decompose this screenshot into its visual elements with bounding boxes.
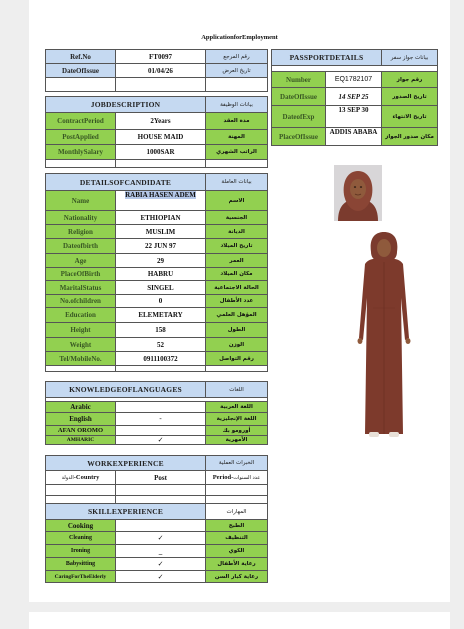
babysitting-label-ar: رعاية الأطفال	[206, 558, 268, 571]
post-col-header: Post	[116, 471, 206, 485]
period-col-ar: عدد السنوات	[233, 475, 261, 481]
age-value: 29	[116, 254, 206, 268]
skills-table	[45, 503, 268, 583]
cleaning-value: ✓	[116, 532, 206, 545]
date-of-birth-label: Dateofbirth	[46, 239, 116, 254]
religion-label-ar: الديانة	[206, 225, 268, 239]
weight-label-ar: الوزن	[206, 338, 268, 352]
post-applied-value: HOUSE MAID	[116, 130, 206, 145]
weight-label: Weight	[46, 338, 116, 352]
passport-number-label: Number	[272, 72, 326, 88]
candidate-section-header: DETAILSOFCANDIDATE	[46, 174, 206, 191]
english-label: English	[46, 413, 116, 426]
marital-status-label: MaritalStatus	[46, 281, 116, 295]
amharic-value: ✓	[116, 436, 206, 445]
cooking-value	[116, 520, 206, 532]
english-value: -	[116, 413, 206, 426]
passport-issue-date-label-ar: تاريخ الصدور	[382, 88, 438, 106]
babysitting-label: Babysitting	[46, 558, 116, 571]
education-label-ar: المؤهل العلمي	[206, 308, 268, 323]
arabic-label-ar: اللغة العربية	[206, 402, 268, 413]
english-label-ar: اللغة الإنجليزية	[206, 413, 268, 426]
nationality-label-ar: الجنسية	[206, 211, 268, 225]
post-applied-label-ar: المهنة	[206, 130, 268, 145]
document-page	[29, 0, 450, 602]
date-issue-label: DateOfIssue	[46, 64, 116, 78]
babysitting-value: ✓	[116, 558, 206, 571]
date-issue-value: 01/04/26	[116, 64, 206, 78]
job-section-header-ar: بيانات الوظيفة	[206, 97, 268, 113]
passport-issue-date-value: 14 SEP 25	[326, 88, 382, 106]
place-of-birth-value: HABRU	[116, 268, 206, 281]
contract-period-label: ContractPeriod	[46, 113, 116, 130]
nationality-label: Nationality	[46, 211, 116, 225]
arabic-value	[116, 402, 206, 413]
languages-section-header-ar: اللغات	[206, 382, 268, 398]
contract-period-label-ar: مدة العقد	[206, 113, 268, 130]
place-of-birth-label-ar: مكان الميلاد	[206, 268, 268, 281]
height-value: 158	[116, 323, 206, 338]
cooking-label-ar: الطبخ	[206, 520, 268, 532]
passport-section-header: PASSPORTDETAILS	[272, 50, 382, 66]
country-col-header: Country	[75, 474, 100, 481]
ref-label: Ref.No	[46, 50, 116, 64]
height-label: Height	[46, 323, 116, 338]
height-label-ar: الطول	[206, 323, 268, 338]
elderly-care-label-ar: رعاية كبار السن	[206, 571, 268, 583]
work-experience-table: WORKEXPERIENCE الخبرات العملية الدولة-Country Post Period-عدد السنوات	[45, 455, 268, 507]
cleaning-label: Cleaning	[46, 532, 116, 545]
full-body-photo	[351, 228, 417, 442]
work-section-header: WORKEXPERIENCE	[46, 456, 206, 471]
afan-oromo-label: AFAN OROMO	[46, 426, 116, 436]
candidate-section-header-ar: بيانات العاملة	[206, 174, 268, 191]
passport-expiry-value: 13 SEP 30	[326, 106, 382, 128]
reference-table	[45, 49, 268, 92]
amharic-label-ar: الأمهرية	[206, 436, 268, 445]
passport-number-label-ar: رقم جواز	[382, 72, 438, 88]
date-issue-label-ar: تاريخ العرض	[206, 64, 268, 78]
cooking-label: Cooking	[46, 520, 116, 532]
page-title: ApplicationforEmployment	[201, 34, 278, 41]
date-of-birth-value: 22 JUN 97	[116, 239, 206, 254]
skills-section-header: SKILLEXPERIENCE	[46, 504, 206, 520]
monthly-salary-label-ar: الراتب الشهري	[206, 145, 268, 160]
marital-status-label-ar: الحالة الاجتماعية	[206, 281, 268, 295]
elderly-care-value: ✓	[116, 571, 206, 583]
phone-value: 0911100372	[116, 352, 206, 366]
candidate-details-table	[45, 173, 268, 372]
post-applied-label: PostApplied	[46, 130, 116, 145]
work-section-header-ar: الخبرات العملية	[206, 456, 268, 471]
passport-issue-date-label: DateOfIssue	[272, 88, 326, 106]
age-label-ar: العمر	[206, 254, 268, 268]
languages-table	[45, 381, 268, 445]
ironing-label-ar: الكوي	[206, 545, 268, 558]
passport-expiry-label: DateofExp	[272, 106, 326, 128]
arabic-label: Arabic	[46, 402, 116, 413]
ref-label-ar: رقم المرجع	[206, 50, 268, 64]
cleaning-label-ar: التنظيف	[206, 532, 268, 545]
date-of-birth-label-ar: تاريخ الميلاد	[206, 239, 268, 254]
contract-period-value: 2Years	[116, 113, 206, 130]
elderly-care-label: CaringForTheElderly	[46, 571, 116, 583]
afan-oromo-label-ar: أورومو بك	[206, 426, 268, 436]
afan-oromo-value	[116, 426, 206, 436]
ironing-label: Ironing	[46, 545, 116, 558]
name-value: RABIA HASEN ADEM	[125, 191, 196, 199]
age-label: Age	[46, 254, 116, 268]
period-col-header: Period	[212, 474, 232, 481]
ironing-value: _	[116, 545, 206, 558]
name-label: Name	[46, 191, 116, 211]
job-section-header: JOBDESCRIPTION	[46, 97, 206, 113]
education-value: ELEMETARY	[116, 308, 206, 323]
next-page-edge	[29, 612, 450, 629]
place-of-birth-label: PlaceOfBirth	[46, 268, 116, 281]
passport-number-value: EQ1782107	[326, 72, 382, 88]
headshot-photo	[334, 165, 382, 221]
marital-status-value: SINGEL	[116, 281, 206, 295]
languages-section-header: KNOWLEDGEOFLANGUAGES	[46, 382, 206, 398]
children-value: 0	[116, 295, 206, 308]
children-label-ar: عدد الأطفال	[206, 295, 268, 308]
monthly-salary-value: 1000SAR	[116, 145, 206, 160]
nationality-value: ETHIOPIAN	[116, 211, 206, 225]
country-col-ar: الدولة	[61, 475, 74, 481]
passport-table	[271, 49, 438, 146]
monthly-salary-label: MonthlySalary	[46, 145, 116, 160]
ref-value: FT0097	[116, 50, 206, 64]
amharic-label: AMHARIC	[46, 436, 116, 445]
passport-place-label-ar: مكان صدور الجواز	[382, 128, 438, 146]
name-label-ar: الاسم	[206, 191, 268, 211]
passport-section-header-ar: بيانات جواز سفر	[382, 50, 438, 66]
passport-place-label: PlaceOfIssue	[272, 128, 326, 146]
phone-label-ar: رقم التواصل	[206, 352, 268, 366]
passport-place-value: ADDIS ABABA	[326, 128, 382, 146]
phone-label: Tel/MobileNo.	[46, 352, 116, 366]
children-label: No.ofchildren	[46, 295, 116, 308]
education-label: Education	[46, 308, 116, 323]
religion-label: Religion	[46, 225, 116, 239]
job-description-table	[45, 96, 268, 168]
religion-value: MUSLIM	[116, 225, 206, 239]
passport-expiry-label-ar: تاريخ الانتهاء	[382, 106, 438, 128]
skills-section-header-ar: المهارات	[206, 504, 268, 520]
weight-value: 52	[116, 338, 206, 352]
